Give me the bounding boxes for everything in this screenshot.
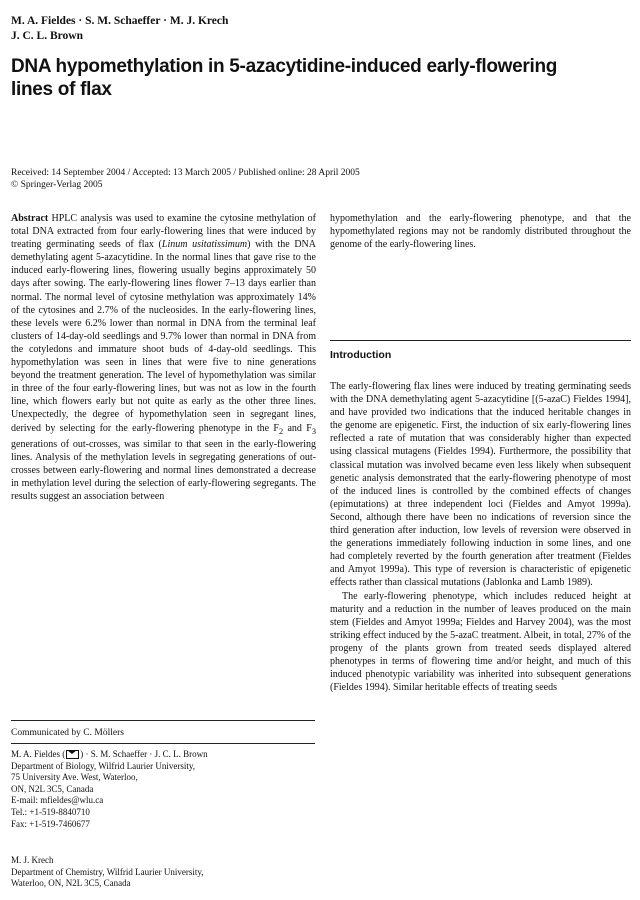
footnote-divider [11,720,315,721]
abstract-text: and F [283,422,312,434]
citation-year: 1999a [379,564,404,576]
citation-year: 1999a [435,616,461,628]
author-line-1: M. A. Fieldes · S. M. Schaeffer · M. J. Krech [11,15,229,27]
communicated-by: Communicated by C. Möllers [11,728,124,738]
citation-year: 2004 [548,616,569,628]
fax-line: Fax: +1-519-7460677 [11,818,90,829]
address-line: 75 University Ave. West, Waterloo, [11,772,138,783]
introduction-heading: Introduction [330,349,392,361]
department-line: Department of Biology, Wilfrid Laurier University, [11,760,196,771]
abstract-column [11,212,316,503]
address-line: ON, N2L 3C5, Canada [11,783,94,794]
section-divider [330,340,631,341]
email-line: E-mail: mfieldes@wlu.ca [11,795,104,806]
phone-line: Tel.: +1-519-8840710 [11,806,90,817]
publication-dates [11,167,611,191]
author-line-2: J. C. L. Brown [11,30,83,42]
received-line: Received: 14 September 2004 / Accepted: 13 March 2005 / Published online: 28 April 2005 [11,168,360,178]
introduction-paragraph-1: The early-flowering flax lines were induced by treating germinating seeds with the DNA demethylating agent 5-azacytidine [(5-azaC) Fieldes 1994], and have provided two indications that the induced heritable changes in the genome are epigenetic. First, the induction of six early-flowering lines reflected a rate of mutation that was considerably higher than expected using classical mutagens (Fieldes 1994). Furthermore, the possibility that classical mutation was involved became even less likely when subsequent genetic analysis demonstrated that the early-flowering phenotype of most of the induced lines is controlled by the combined effects of changes (epimutations) at three independent loci (Fieldes and Amyot 1999a). Second, although there have been no indications of reversion since the third generation after induction, low levels of reversion were observed in the generations immediately following induction in some lines, and one had completely reverted by the fourth generation after treatment (Fieldes and Amyot 1999a). This type of reversion is characteristic of epigenetic effects rather than classical mutations (Jablonka and Lamb 1989). [330,381,631,589]
corresponding-authors: M. A. Fieldes ( ) · S. M. Schaeffer · J. C. L. Brown [11,749,208,759]
author-affiliation [11,749,311,830]
citation-year: 1989 [566,577,587,589]
abstract-text: generations of out-crosses, was similar to that seen in the early-flowering lines. Analysis of the methylation levels in segregating generations of out-crosses between early-flowering and normal lines demonstrated a decrease in methylation level during the selection of early-flowering segregants. The results suggest an association between [11,438,316,502]
author-list [11,14,611,44]
abstract-text: ) with the DNA demethylating agent 5-azacytidine. In the normal lines that gave rise to the induced early-flowering lines, flowering usually begins approximately 50 days after sowing. The early-flowering lines flower 7–13 days earlier than normal. The normal level of cytosine methylation was approximately 14% of the cytosines and 2.7% of the nucleosides. In the early-flowering lines, these levels were 6.2% lower than normal in DNA from the terminal leaf clusters of 14-day-old seedlings and 9.7% lower than normal in DNA from the cotyledons and immature shoot buds of 4-day-old seedlings. This hypomethylation was seen in lines that were five to nine generations beyond the treatment generation. The level of hypomethylation was similar in three of the four early-flowering lines, but was not as low in the fourth line, which flowers early but not quite as early as the other three lines. Unexpectedly, the degree of hypomethylation seen in segregant lines, derived by selecting for the early-flowering phenotype in the F [11,239,316,434]
abstract-label: Abstract [11,213,49,224]
abstract-continuation-text: hypomethylation and the early-flowering phenotype, and that the hypomethylated regions may not be randomly distributed throughout the genome of the early-flowering lines. [330,213,631,251]
copyright-line: © Springer-Verlag 2005 [11,180,103,190]
abstract-text: HPLC analysis was used to examine the cytosine methylation of total DNA extracted from four early-flowering lines that were induced by treating germinating seeds of flax ( [11,213,317,251]
author-name: M. J. Krech [11,855,54,865]
paper-title: DNA hypomethylation in 5-azacytidine-induced early-flowering lines of flax [11,56,558,100]
generation-subscript: 2 [278,426,284,436]
introduction-paragraph-2: The early-flowering phenotype, which includes reduced height at maturity and a reduction in the number of leaves produced on the main stem (Fieldes and Amyot 1999a; Fieldes and Harvey 2004), was the most striking effect induced by the 5-azaC treatment. Albeit, in total, 27% of the progeny of the plants grown from treated seeds displayed altered phenotypes in terms of flowering time and/or height, and much of this induced phenotypic variability was inherited into subsequent generations (Fieldes 1994). Similar heritable effects of treating seeds [330,590,631,694]
citation-year: 1994 [469,446,490,458]
abstract-continuation [330,212,631,251]
author-affiliation-2 [11,855,311,890]
footnote-divider [11,743,315,744]
generation-subscript: 3 [311,426,317,436]
citation-year: 1994 [605,394,626,406]
address-line: Waterloo, ON, N2L 3C5, Canada [11,878,131,889]
species-name: Linum usitatissimum [161,239,248,251]
introduction-column [330,380,631,694]
envelope-icon [66,750,79,759]
abstract-paragraph [11,212,316,503]
department-line: Department of Chemistry, Wilfrid Laurier University, [11,866,204,877]
citation-year: 1999a [600,498,626,510]
citation-year: 1994 [364,682,385,694]
